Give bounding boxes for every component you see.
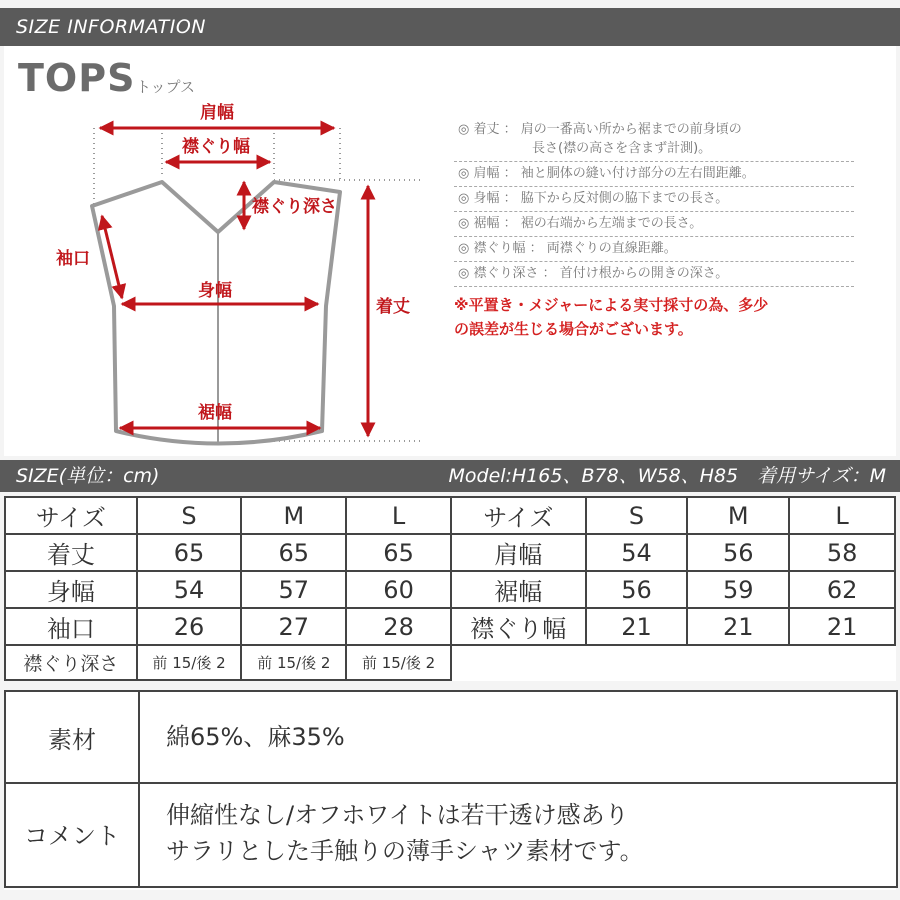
table-cell: 前 15/後 2 bbox=[346, 645, 451, 680]
label-hem: 裾幅 bbox=[198, 403, 232, 423]
table-cell: S bbox=[137, 497, 242, 534]
table-cell: 袖口 bbox=[5, 608, 137, 645]
material-section bbox=[4, 690, 896, 890]
table-cell: 56 bbox=[687, 534, 789, 571]
table-cell: 襟ぐり深さ bbox=[5, 645, 137, 680]
table-cell: L bbox=[346, 497, 451, 534]
note-prefix: ◎ 襟ぐり幅 ： bbox=[458, 241, 543, 256]
material-label: 素材 bbox=[6, 692, 140, 782]
material-value: 綿65%、麻35% bbox=[166, 723, 345, 751]
table-cell: 54 bbox=[586, 534, 688, 571]
note-prefix: ◎ 着丈 ： bbox=[458, 122, 517, 137]
table-cell: L bbox=[789, 497, 895, 534]
table-cell: 65 bbox=[241, 534, 346, 571]
comment-row bbox=[4, 780, 898, 888]
label-neck-depth: 襟ぐり深さ bbox=[252, 197, 337, 217]
size-unit-label: SIZE(単位：cm) bbox=[16, 465, 160, 487]
table-cell: 21 bbox=[687, 608, 789, 645]
table-cell: 身幅 bbox=[5, 571, 137, 608]
table-cell: 裾幅 bbox=[451, 571, 586, 608]
note-length bbox=[454, 118, 854, 162]
table-cell: M bbox=[687, 497, 789, 534]
table-cell: 59 bbox=[687, 571, 789, 608]
table-cell: 54 bbox=[137, 571, 242, 608]
note-prefix: ◎ 裾幅 ： bbox=[458, 216, 517, 231]
table-row bbox=[5, 534, 895, 571]
note-neck-width bbox=[454, 237, 854, 262]
note-body bbox=[454, 187, 854, 212]
table-cell: サイズ bbox=[451, 497, 586, 534]
note-neck-depth bbox=[454, 262, 854, 287]
table-cell: 57 bbox=[241, 571, 346, 608]
table-cell: 肩幅 bbox=[451, 534, 586, 571]
table-row bbox=[5, 645, 895, 680]
table-cell: サイズ bbox=[5, 497, 137, 534]
table-cell: 28 bbox=[346, 608, 451, 645]
label-body: 身幅 bbox=[198, 281, 232, 301]
table-cell: 58 bbox=[789, 534, 895, 571]
table-cell: 着丈 bbox=[5, 534, 137, 571]
table-cell: 56 bbox=[586, 571, 688, 608]
note-prefix: ◎ 襟ぐり深さ ： bbox=[458, 266, 556, 281]
table-cell: 21 bbox=[586, 608, 688, 645]
table-cell: 62 bbox=[789, 571, 895, 608]
note-text: 袖と胴体の縫い付け部分の左右間距離。 bbox=[520, 166, 755, 181]
warning-line-1: ※平置き・メジャーによる実寸採寸の為、多少 bbox=[454, 296, 769, 314]
tops-title: TOPS bbox=[18, 56, 136, 100]
measurement-notes bbox=[454, 118, 854, 341]
note-text: 首付け根からの開きの深さ。 bbox=[559, 266, 729, 281]
note-shoulder bbox=[454, 162, 854, 187]
size-unit-band bbox=[0, 460, 900, 492]
size-information-header bbox=[0, 8, 900, 46]
table-row bbox=[5, 608, 895, 645]
note-prefix: ◎ 肩幅 ： bbox=[458, 166, 517, 181]
table-cell: 60 bbox=[346, 571, 451, 608]
label-length: 着丈 bbox=[376, 297, 410, 317]
material-row bbox=[4, 690, 898, 784]
note-text: 裾の右端から左端までの長さ。 bbox=[520, 216, 703, 231]
label-neck-width: 襟ぐり幅 bbox=[182, 137, 250, 157]
table-cell: 26 bbox=[137, 608, 242, 645]
warning-line-2: の誤差が生じる場合がございます。 bbox=[454, 320, 693, 338]
label-sleeve: 袖口 bbox=[56, 249, 90, 269]
note-cont: 長さ(襟の高さを含まず計測)。 bbox=[532, 141, 712, 156]
table-cell: 前 15/後 2 bbox=[241, 645, 346, 680]
table-cell: 65 bbox=[346, 534, 451, 571]
table-cell: S bbox=[586, 497, 688, 534]
tops-subtitle: トップス bbox=[136, 78, 195, 96]
size-table bbox=[4, 496, 896, 681]
comment-line-1: 伸縮性なし/オフホワイトは若干透け感あり bbox=[166, 801, 629, 829]
table-cell: M bbox=[241, 497, 346, 534]
comment-line-2: サラリとした手触りの薄手シャツ素材です。 bbox=[166, 837, 644, 865]
table-cell: 前 15/後 2 bbox=[137, 645, 242, 680]
table-cell: 65 bbox=[137, 534, 242, 571]
note-prefix: ◎ 身幅 ： bbox=[458, 191, 517, 206]
measurement-warning bbox=[454, 293, 854, 341]
table-empty-cell bbox=[451, 645, 895, 680]
label-shoulder: 肩幅 bbox=[200, 103, 234, 123]
note-text: 肩の一番高い所から裾までの前身頃の bbox=[520, 122, 742, 137]
note-text: 両襟ぐりの直線距離。 bbox=[546, 241, 677, 256]
table-cell: 襟ぐり幅 bbox=[451, 608, 586, 645]
header-title: SIZE INFORMATION bbox=[16, 16, 207, 38]
note-text: 脇下から反対側の脇下までの長さ。 bbox=[520, 191, 729, 206]
diagram-panel bbox=[4, 46, 896, 456]
note-hem bbox=[454, 212, 854, 237]
table-cell: 27 bbox=[241, 608, 346, 645]
table-row bbox=[5, 571, 895, 608]
table-cell: 21 bbox=[789, 608, 895, 645]
model-info: Model:H165、B78、W58、H85 着用サイズ：M bbox=[448, 465, 886, 487]
comment-label: コメント bbox=[6, 780, 140, 886]
table-header-row bbox=[5, 497, 895, 534]
